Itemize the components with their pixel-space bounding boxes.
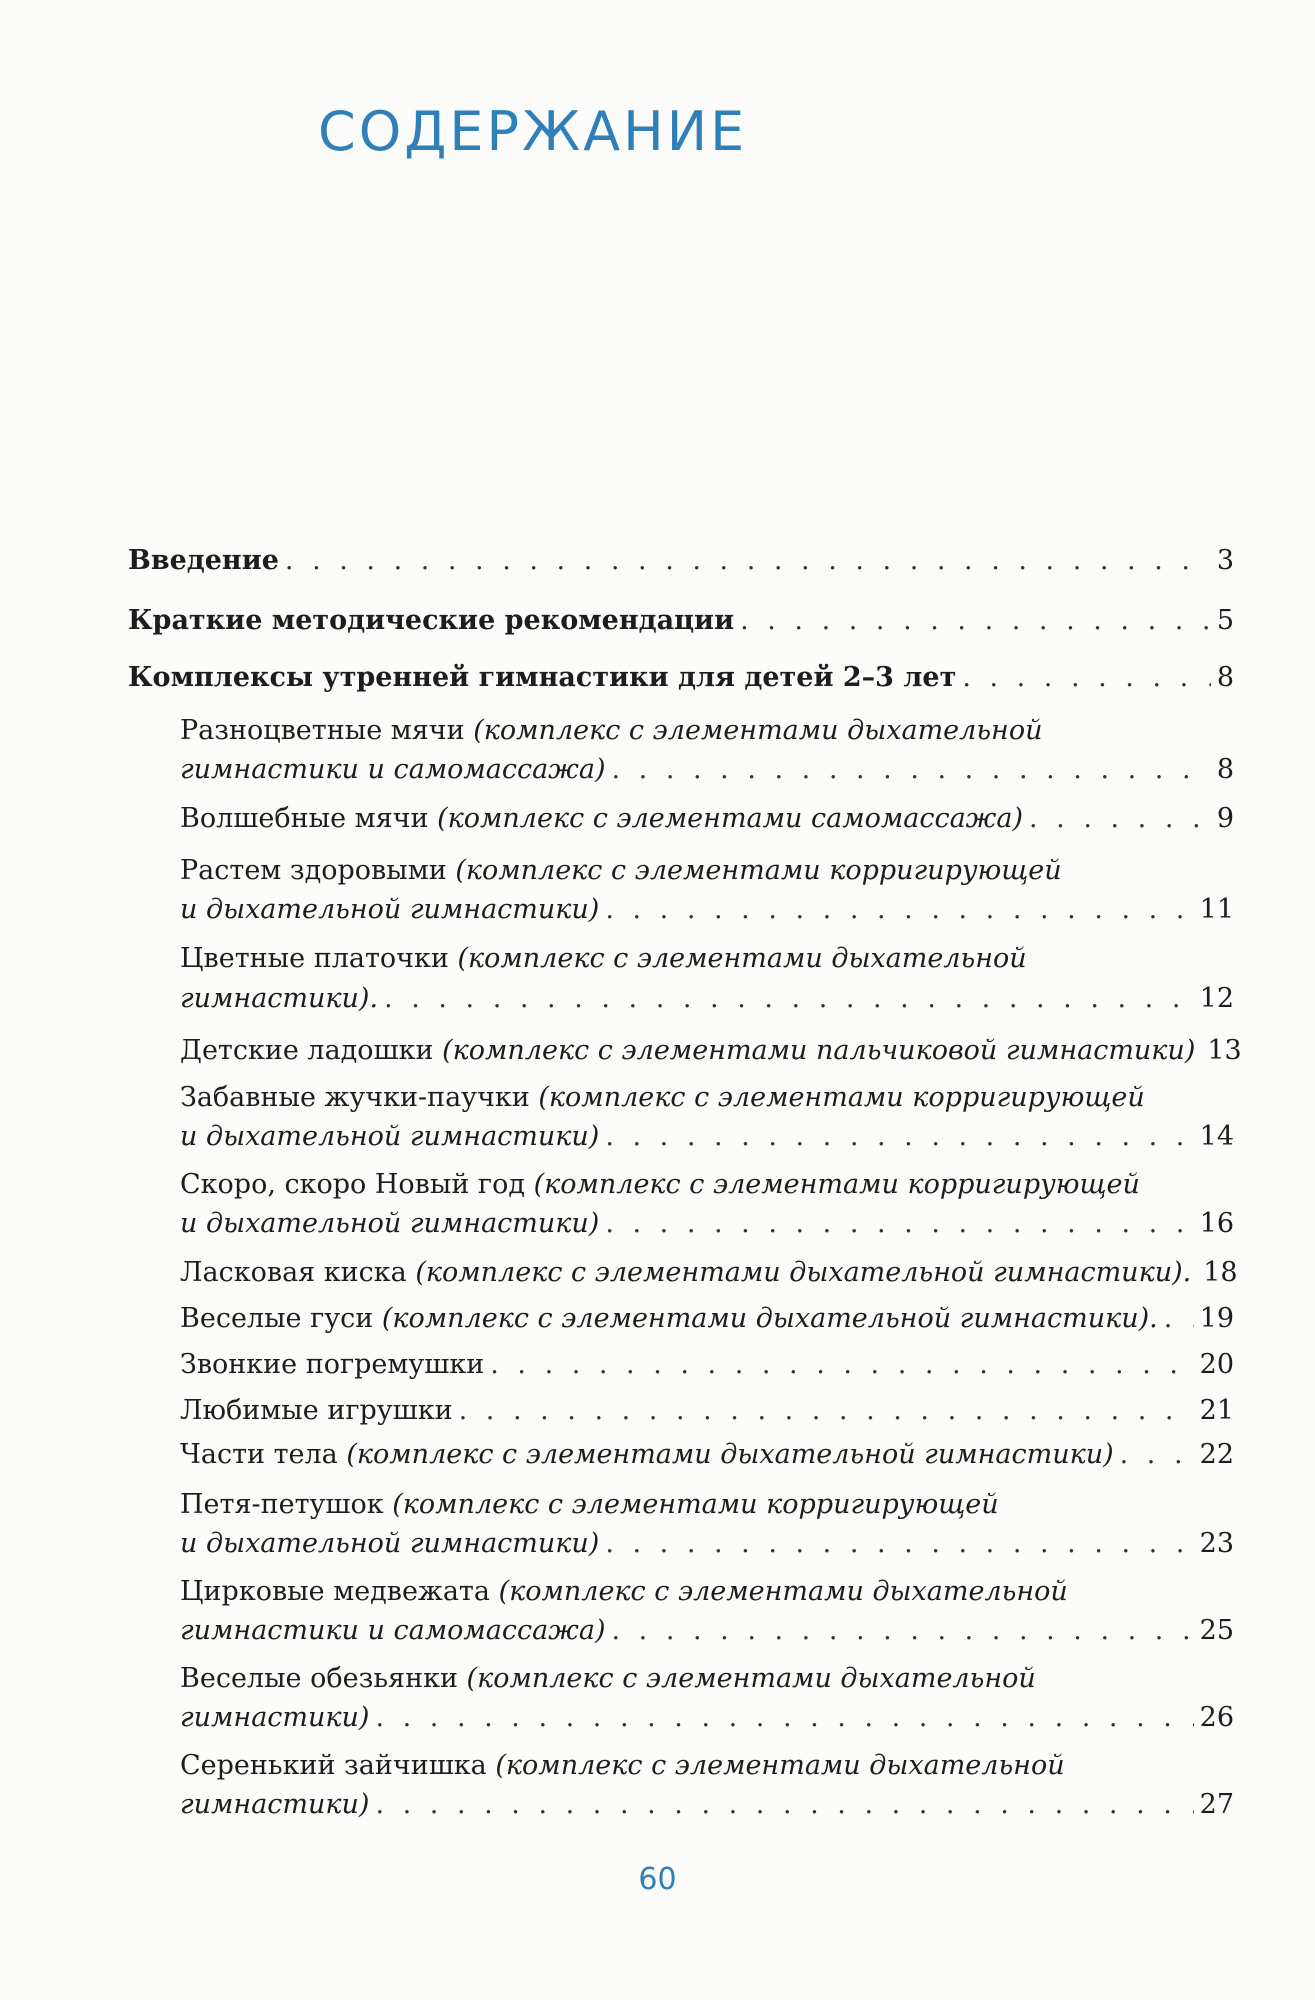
toc-section-title: Комплексы утренней гимнастики для детей 2–3 лет <box>128 662 957 693</box>
toc-entry-note: и дыхательной гимнастики) <box>180 894 600 925</box>
toc-page-number: 25 <box>1199 1615 1234 1646</box>
toc-entry-note: гимнастики) <box>180 1789 370 1820</box>
toc-entry-continuation[interactable] <box>180 1203 1234 1245</box>
toc-page-number: 3 <box>1216 545 1234 576</box>
toc-entry-note: (комплекс с элементами дыхательной <box>466 1663 1036 1694</box>
leader-dots <box>285 540 1211 582</box>
toc-page-number: 11 <box>1199 894 1234 925</box>
toc-entry-note: и дыхательной гимнастики) <box>180 1208 600 1239</box>
toc-entry-continuation[interactable] <box>180 1784 1234 1826</box>
leader-dots <box>740 600 1211 642</box>
toc-entry-note: (комплекс с элементами корригирующей <box>533 1169 1140 1200</box>
toc-entry-note: (комплекс с элементами дыхательной <box>473 715 1043 746</box>
toc-entry-note: и дыхательной гимнастики) <box>180 1121 600 1152</box>
toc-entry-note: гимнастики) <box>180 1702 370 1733</box>
leader-dots <box>605 1116 1193 1158</box>
toc-entry[interactable] <box>180 1571 1234 1613</box>
leader-dots <box>375 1697 1193 1739</box>
toc-entry-title: Петя-петушок <box>180 1489 384 1520</box>
toc-entry-title: Веселые обезьянки <box>180 1663 458 1694</box>
leader-dots <box>612 749 1211 791</box>
toc-entry[interactable] <box>180 1298 1234 1340</box>
toc-entry[interactable] <box>180 1745 1234 1787</box>
toc-entry-note: гимнастики и самомассажа) <box>180 1615 606 1646</box>
toc-page-number: 5 <box>1216 605 1234 636</box>
toc-page-number: 20 <box>1199 1349 1234 1380</box>
toc-entry-title: Серенький зайчишка <box>180 1750 487 1781</box>
toc-entry-continuation[interactable] <box>180 1116 1234 1158</box>
toc-section-intro[interactable] <box>128 540 1234 582</box>
toc-entry-continuation[interactable] <box>180 978 1234 1020</box>
toc-page-number: 22 <box>1199 1439 1234 1470</box>
toc-page-number: 13 <box>1207 1035 1242 1066</box>
leader-dots <box>1029 798 1211 840</box>
toc-entry-note: (комплекс с элементами дыхательной <box>457 943 1027 974</box>
toc-entry-note: (комплекс с элементами пальчиковой гимнастики) <box>442 1035 1196 1066</box>
toc-entry-title: Цирковые медвежата <box>180 1576 490 1607</box>
toc-entry[interactable] <box>180 1164 1234 1206</box>
leader-dots <box>490 1344 1193 1386</box>
toc-section-title: Введение <box>128 545 279 576</box>
toc-entry-title: Части тела <box>180 1439 338 1470</box>
leader-dots <box>612 1610 1194 1652</box>
toc-entry[interactable] <box>180 1030 1242 1072</box>
toc-entry-title: Детские ладошки <box>180 1035 434 1066</box>
leader-dots <box>605 889 1193 931</box>
toc-page-number: 12 <box>1199 983 1234 1014</box>
toc-entry[interactable] <box>180 710 1234 752</box>
toc-section-recommendations[interactable] <box>128 600 1234 642</box>
toc-entry-note: (комплекс с элементами корригирующей <box>392 1489 999 1520</box>
leader-dots <box>1164 1298 1194 1340</box>
toc-entry[interactable] <box>180 1344 1234 1386</box>
toc-entry-title: Растем здоровыми <box>180 855 447 886</box>
leader-dots <box>605 1203 1193 1245</box>
toc-entry[interactable] <box>180 1658 1234 1700</box>
toc-entry-continuation[interactable] <box>180 889 1234 931</box>
toc-page-number: 9 <box>1216 803 1234 834</box>
toc-entry[interactable] <box>180 850 1234 892</box>
toc-section-complexes[interactable] <box>128 657 1234 699</box>
toc-entry[interactable] <box>180 1484 1234 1526</box>
toc-entry-continuation[interactable] <box>180 749 1234 791</box>
toc-entry-title: Ласковая киска <box>180 1257 407 1288</box>
toc-entry-note: (комплекс с элементами корригирующей <box>455 855 1062 886</box>
page-number: 60 <box>638 1862 677 1897</box>
toc-entry-note: (комплекс с элементами дыхательной гимнастики). <box>381 1303 1158 1334</box>
toc-entry-note: (комплекс с элементами дыхательной гимнастики) <box>346 1439 1114 1470</box>
toc-entry-title: Волшебные мячи <box>180 803 429 834</box>
leader-dots <box>459 1390 1194 1432</box>
toc-entry[interactable] <box>180 1077 1234 1119</box>
leader-dots <box>1120 1434 1194 1476</box>
toc-entry-continuation[interactable] <box>180 1697 1234 1739</box>
toc-entry-note: (комплекс с элементами корригирующей <box>538 1082 1145 1113</box>
toc-page-number: 14 <box>1199 1121 1234 1152</box>
toc-page-number: 21 <box>1199 1395 1234 1426</box>
toc-entry-title: Цветные платочки <box>180 943 449 974</box>
toc-entry[interactable] <box>180 798 1234 840</box>
toc-page-number: 8 <box>1216 754 1234 785</box>
toc-entry-title: Забавные жучки-паучки <box>180 1082 530 1113</box>
toc-entry-title: Любимые игрушки <box>180 1395 453 1426</box>
toc-entry[interactable] <box>180 1434 1234 1476</box>
toc-entry-note: (комплекс с элементами дыхательной <box>495 1750 1065 1781</box>
toc-page-number: 23 <box>1199 1528 1234 1559</box>
toc-entry-title: Скоро, скоро Новый год <box>180 1169 525 1200</box>
toc-entry-title: Веселые гуси <box>180 1303 374 1334</box>
toc-entry-note: и дыхательной гимнастики) <box>180 1528 600 1559</box>
toc-entry-note: (комплекс с элементами дыхательной <box>498 1576 1068 1607</box>
leader-dots <box>384 978 1194 1020</box>
toc-page-number: 19 <box>1199 1303 1234 1334</box>
leader-dots <box>605 1523 1193 1565</box>
toc-entry[interactable] <box>180 938 1234 980</box>
toc-page-number: 27 <box>1199 1789 1234 1820</box>
toc-entry-note: гимнастики). <box>180 983 379 1014</box>
toc-entry-continuation[interactable] <box>180 1610 1234 1652</box>
toc-page-number: 16 <box>1199 1208 1234 1239</box>
toc-section-title: Краткие методические рекомендации <box>128 605 735 636</box>
toc-page-number: 26 <box>1199 1702 1234 1733</box>
toc-entry-continuation[interactable] <box>180 1523 1234 1565</box>
toc-entry[interactable] <box>180 1390 1234 1432</box>
toc-page-number: 8 <box>1216 662 1234 693</box>
toc-page-number: 18 <box>1203 1257 1238 1288</box>
toc-entry-note: (комплекс с элементами самомассажа) <box>437 803 1024 834</box>
toc-entry-title: Разноцветные мячи <box>180 715 465 746</box>
toc-entry-note: гимнастики и самомассажа) <box>180 754 606 785</box>
toc-entry-title: Звонкие погремушки <box>180 1349 485 1380</box>
leader-dots <box>962 657 1211 699</box>
page-title: СОДЕРЖАНИЕ <box>318 100 748 163</box>
toc-entry[interactable] <box>180 1252 1238 1294</box>
toc-entry-note: (комплекс с элементами дыхательной гимнастики). <box>415 1257 1192 1288</box>
leader-dots <box>375 1784 1193 1826</box>
